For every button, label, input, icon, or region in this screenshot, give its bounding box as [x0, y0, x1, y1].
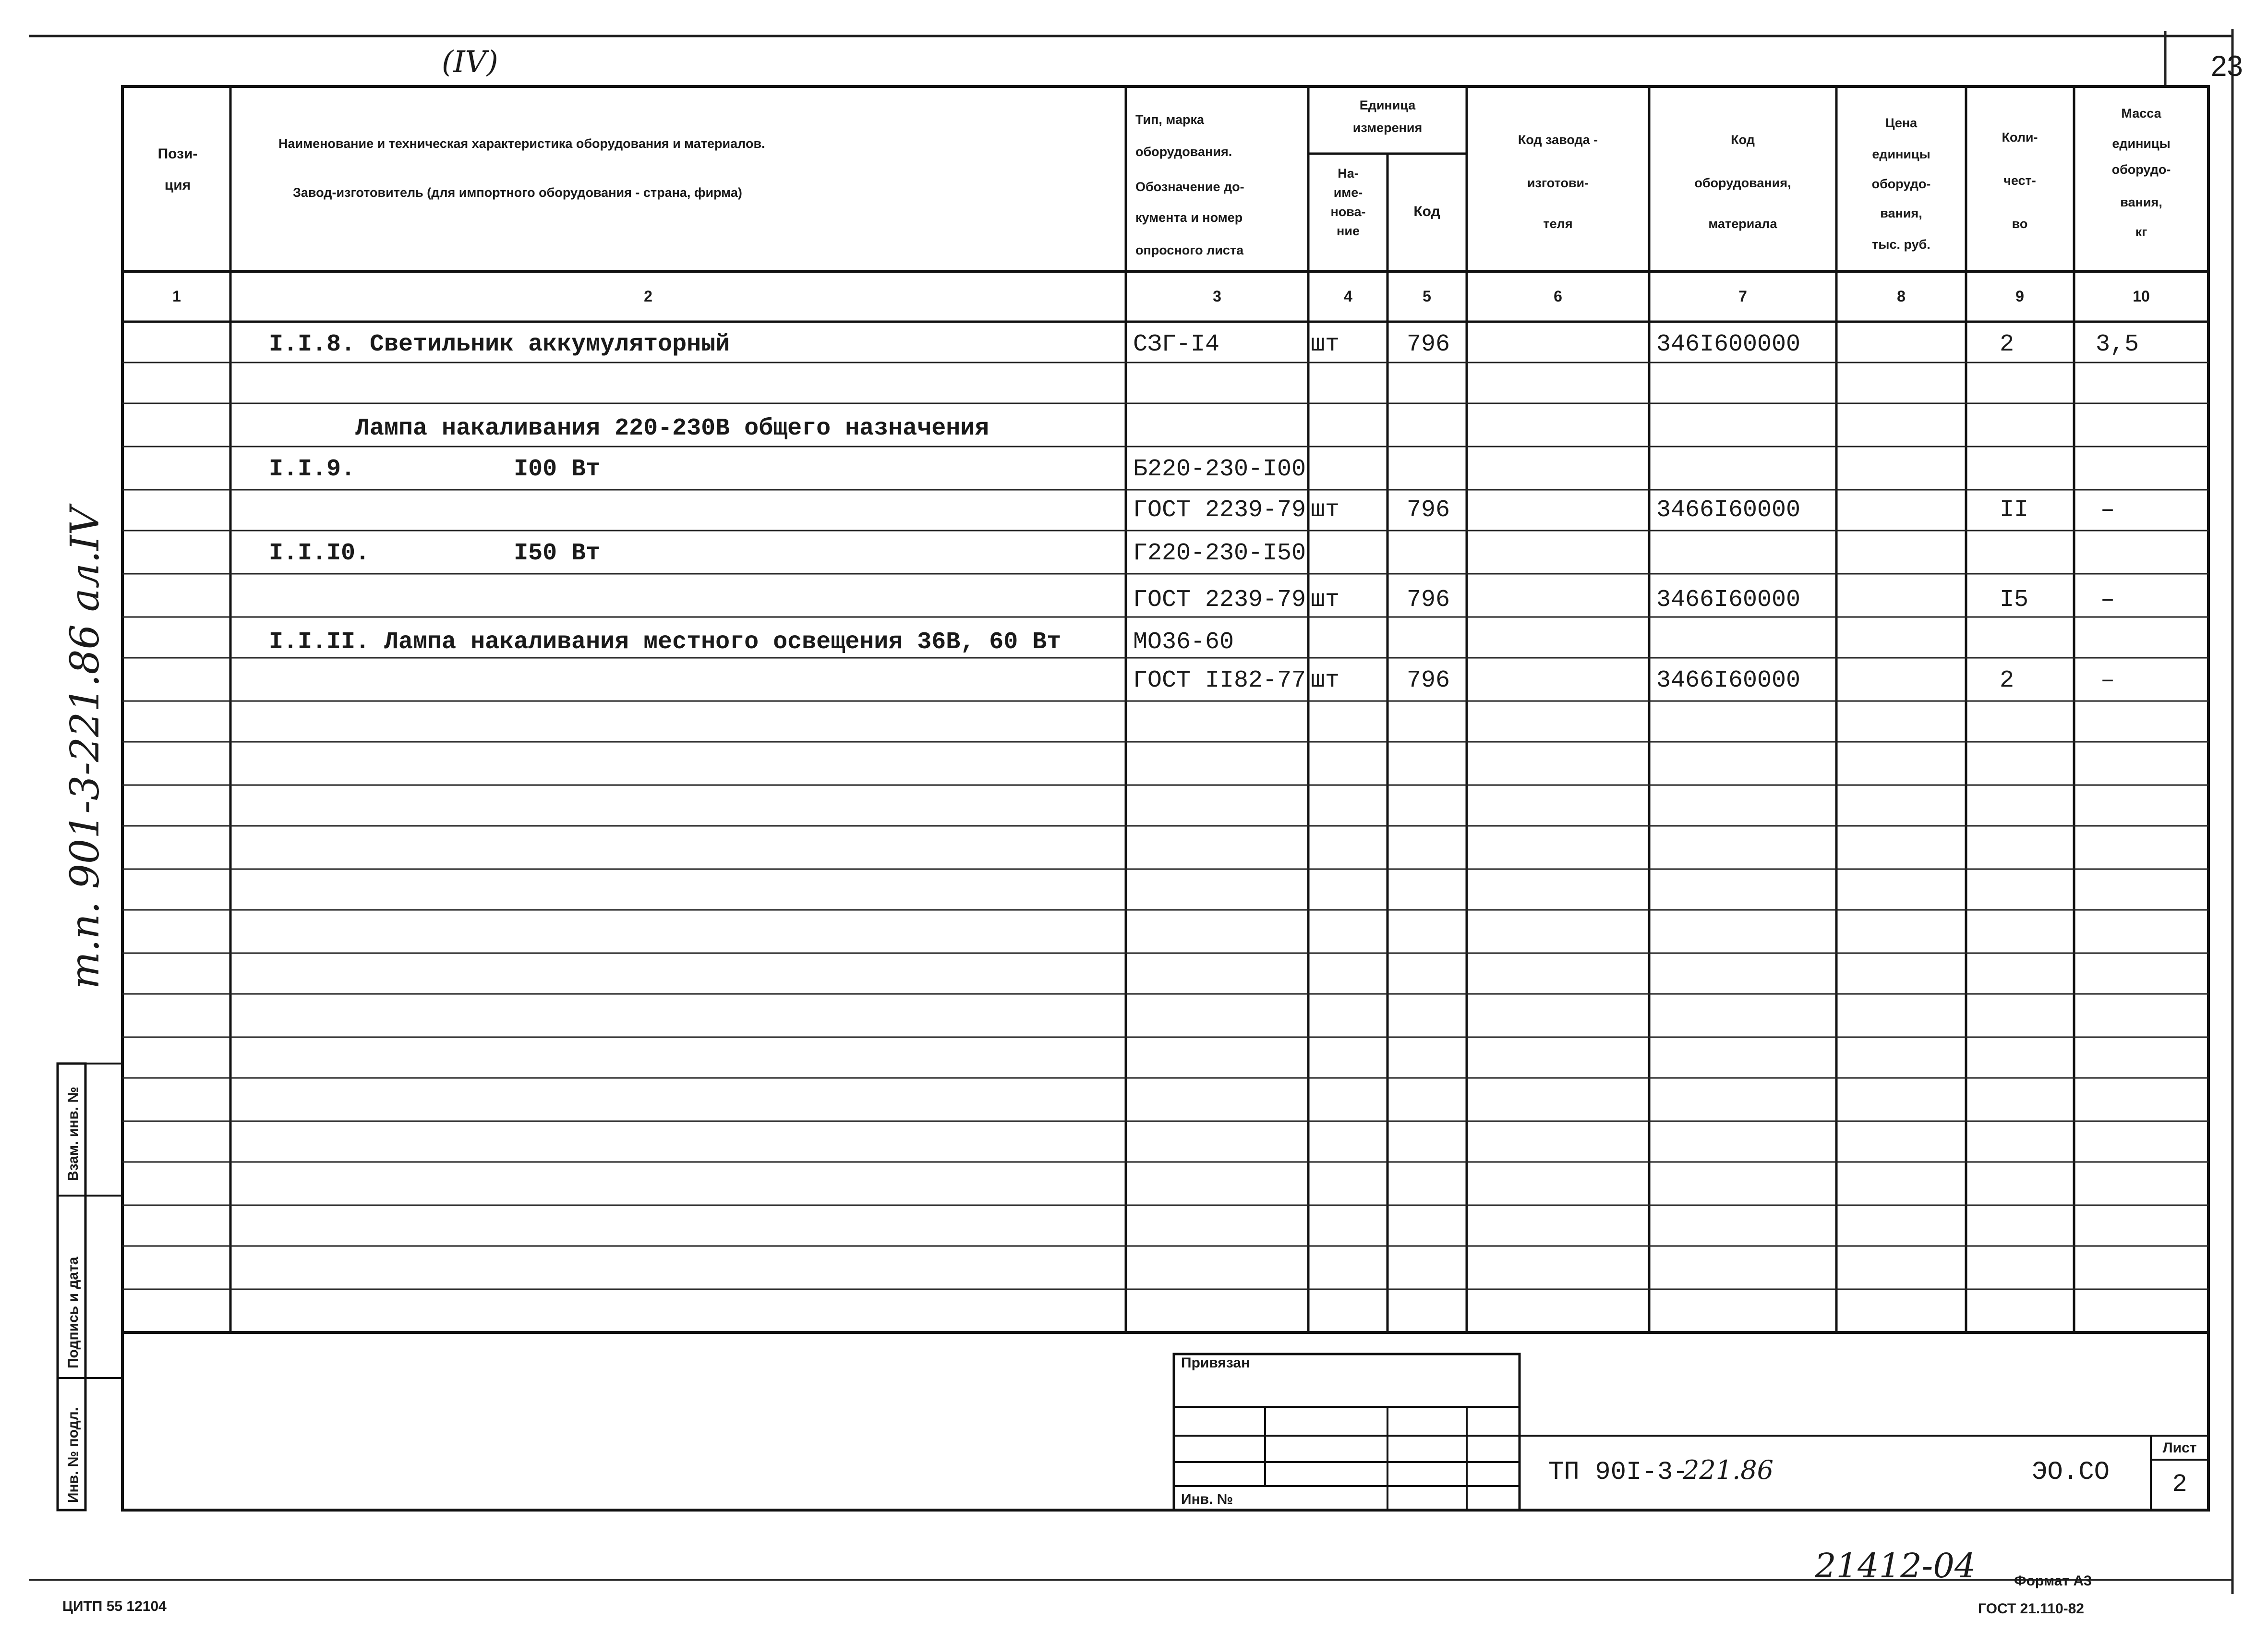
svg-text:796: 796	[1406, 331, 1450, 358]
table-row	[269, 331, 2139, 358]
svg-text:Код: Код	[1731, 133, 1755, 147]
svg-text:2: 2	[1999, 667, 2015, 694]
svg-text:ГОСТ 2239-79: ГОСТ 2239-79	[1133, 586, 1306, 614]
header-col6	[1518, 133, 1598, 231]
main-frame	[122, 86, 2208, 1510]
svg-text:6: 6	[1554, 288, 1562, 305]
svg-text:Наименование и техническая хар: Наименование и техническая характеристика оборудования и материалов.	[278, 136, 765, 151]
svg-text:5: 5	[1423, 288, 1431, 305]
svg-text:материала: материала	[1708, 217, 1777, 231]
svg-text:Пози-: Пози-	[157, 146, 198, 162]
svg-text:8: 8	[1897, 288, 1906, 305]
title-block	[1174, 1354, 2208, 1510]
svg-text:шт: шт	[1311, 331, 1340, 358]
svg-text:тыс. руб.: тыс. руб.	[1872, 237, 1930, 252]
svg-text:нова-: нова-	[1330, 205, 1366, 219]
header-col8	[1872, 116, 1931, 252]
svg-text:–: –	[2100, 586, 2115, 614]
table-row	[1133, 586, 2115, 614]
header-col45-top	[1353, 98, 1423, 135]
doc-code-handwritten: 221.86	[1683, 1455, 1773, 1485]
svg-text:име-: име-	[1333, 185, 1363, 200]
svg-text:2: 2	[1999, 331, 2015, 358]
svg-text:Единица: Единица	[1359, 98, 1416, 112]
svg-text:СЗГ-I4: СЗГ-I4	[1133, 331, 1220, 358]
svg-text:–: –	[2100, 496, 2115, 524]
svg-text:3: 3	[1213, 288, 1221, 305]
svg-text:796: 796	[1406, 586, 1450, 614]
footer-format: Формат А3	[2014, 1573, 2092, 1589]
svg-text:Код завода -: Код завода -	[1518, 133, 1598, 147]
header-col1	[158, 146, 198, 193]
footer-hand-number: 21412-04	[1815, 1546, 1976, 1585]
svg-text:вания,: вания,	[2120, 195, 2162, 209]
svg-text:оборудо-: оборудо-	[2111, 162, 2171, 177]
svg-text:7: 7	[1738, 288, 1747, 305]
svg-text:346I600000: 346I600000	[1656, 331, 1801, 358]
svg-text:Завод-изготовитель (для импорт: Завод-изготовитель (для импортного оборудования - страна, фирма)	[293, 185, 742, 200]
table-row	[269, 629, 1234, 656]
svg-text:9: 9	[2015, 288, 2024, 305]
header-col9	[2002, 130, 2038, 231]
side-handwritten-note: т.п. 901-3-221.86 ал.IV	[62, 507, 108, 989]
footer-gost: ГОСТ 21.110-82	[1978, 1601, 2084, 1617]
table-row	[1133, 667, 2115, 694]
svg-text:Г220-230-I50: Г220-230-I50	[1133, 540, 1306, 567]
svg-text:оборудования,: оборудования,	[1694, 176, 1791, 190]
svg-text:шт: шт	[1311, 586, 1340, 614]
svg-text:чест-: чест-	[2003, 173, 2036, 188]
svg-text:II: II	[1999, 496, 2029, 524]
svg-text:Б220-230-I00: Б220-230-I00	[1133, 456, 1306, 483]
svg-text:I.I.9. I00 Вт: I.I.9. I00 Вт	[269, 456, 601, 483]
list-number: 2	[2172, 1470, 2187, 1499]
sheet-mark: (IV)	[442, 44, 498, 79]
svg-text:Лампа накаливания 220-230В общ: Лампа накаливания 220-230В общего назначения	[269, 415, 989, 442]
header-col5: Код	[1413, 204, 1440, 219]
svg-text:МО36-60: МО36-60	[1133, 629, 1234, 656]
svg-text:4: 4	[1344, 288, 1352, 305]
svg-text:Тип, марка: Тип, марка	[1135, 112, 1205, 127]
svg-text:2: 2	[644, 288, 652, 305]
table-row	[269, 456, 1306, 483]
column-lines	[230, 86, 2208, 1332]
side-stamp	[58, 1064, 122, 1510]
svg-text:ГОСТ II82-77: ГОСТ II82-77	[1133, 667, 1306, 694]
table-row	[269, 540, 1306, 567]
svg-text:1: 1	[172, 288, 181, 305]
svg-text:кумента и номер: кумента и номер	[1135, 210, 1243, 225]
header-col3	[1135, 112, 1244, 257]
svg-text:I.I.I0. I50 Вт: I.I.I0. I50 Вт	[269, 540, 601, 567]
svg-text:796: 796	[1406, 496, 1450, 524]
svg-text:ГОСТ 2239-79: ГОСТ 2239-79	[1133, 496, 1306, 524]
svg-text:Цена: Цена	[1885, 116, 1918, 130]
svg-text:I5: I5	[1999, 586, 2029, 614]
svg-text:10: 10	[2133, 288, 2150, 305]
svg-text:измерения: измерения	[1352, 121, 1423, 135]
svg-text:3466I60000: 3466I60000	[1656, 667, 1801, 694]
svg-text:3,5: 3,5	[2095, 331, 2139, 358]
header-col4	[1330, 166, 1365, 238]
side-vzam-inv: Взам. инв. №	[65, 1087, 81, 1181]
svg-text:вания,: вания,	[1880, 206, 1922, 220]
footer-left: ЦИТП 55 12104	[62, 1598, 167, 1614]
svg-text:3466I60000: 3466I60000	[1656, 496, 1801, 524]
svg-text:–: –	[2100, 667, 2115, 694]
svg-text:Масса: Масса	[2121, 106, 2161, 121]
table-row	[1133, 496, 2115, 524]
svg-text:во: во	[2012, 217, 2028, 231]
header-col10	[2112, 106, 2171, 239]
header-col7	[1694, 133, 1791, 231]
svg-text:шт: шт	[1311, 667, 1340, 694]
page-corner-number: 23	[2211, 50, 2243, 82]
svg-text:теля: теля	[1543, 217, 1573, 231]
table-row	[269, 415, 989, 442]
privyazan-label: Привязан	[1181, 1355, 1250, 1371]
svg-text:единицы: единицы	[2112, 136, 2171, 151]
section-code: ЭО.СО	[2032, 1458, 2110, 1487]
svg-text:Коли-: Коли-	[2002, 130, 2038, 145]
svg-text:единицы: единицы	[1872, 147, 1930, 161]
list-label: Лист	[2162, 1440, 2197, 1456]
svg-text:Обозначение до-: Обозначение до-	[1135, 180, 1244, 194]
header-col2	[278, 136, 765, 200]
svg-text:оборудо-: оборудо-	[1871, 177, 1931, 191]
column-numbers	[172, 288, 2150, 305]
svg-text:изготови-: изготови-	[1527, 176, 1589, 190]
svg-text:шт: шт	[1311, 496, 1340, 524]
svg-text:ция: ция	[164, 177, 191, 193]
svg-text:I.I.II. Лампа накаливания мест: I.I.II. Лампа накаливания местного освещения 36В, 60 Вт	[269, 629, 1062, 656]
svg-text:оборудования.: оборудования.	[1135, 145, 1232, 159]
svg-text:ние: ние	[1337, 224, 1360, 238]
svg-text:I.I.8. Светильник аккумуляторн: I.I.8. Светильник аккумуляторный	[269, 331, 730, 358]
svg-text:кг: кг	[2135, 225, 2147, 239]
side-podpis-data: Подпись и дата	[65, 1257, 81, 1368]
inv-no-label: Инв. №	[1181, 1491, 1233, 1507]
svg-text:796: 796	[1406, 667, 1450, 694]
svg-text:На-: На-	[1338, 166, 1359, 181]
doc-code-printed: ТП 90I-3-	[1548, 1458, 1689, 1487]
svg-text:3466I60000: 3466I60000	[1656, 586, 1801, 614]
side-inv-podl: Инв. № подл.	[65, 1407, 81, 1503]
svg-text:опросного листа: опросного листа	[1135, 243, 1244, 257]
